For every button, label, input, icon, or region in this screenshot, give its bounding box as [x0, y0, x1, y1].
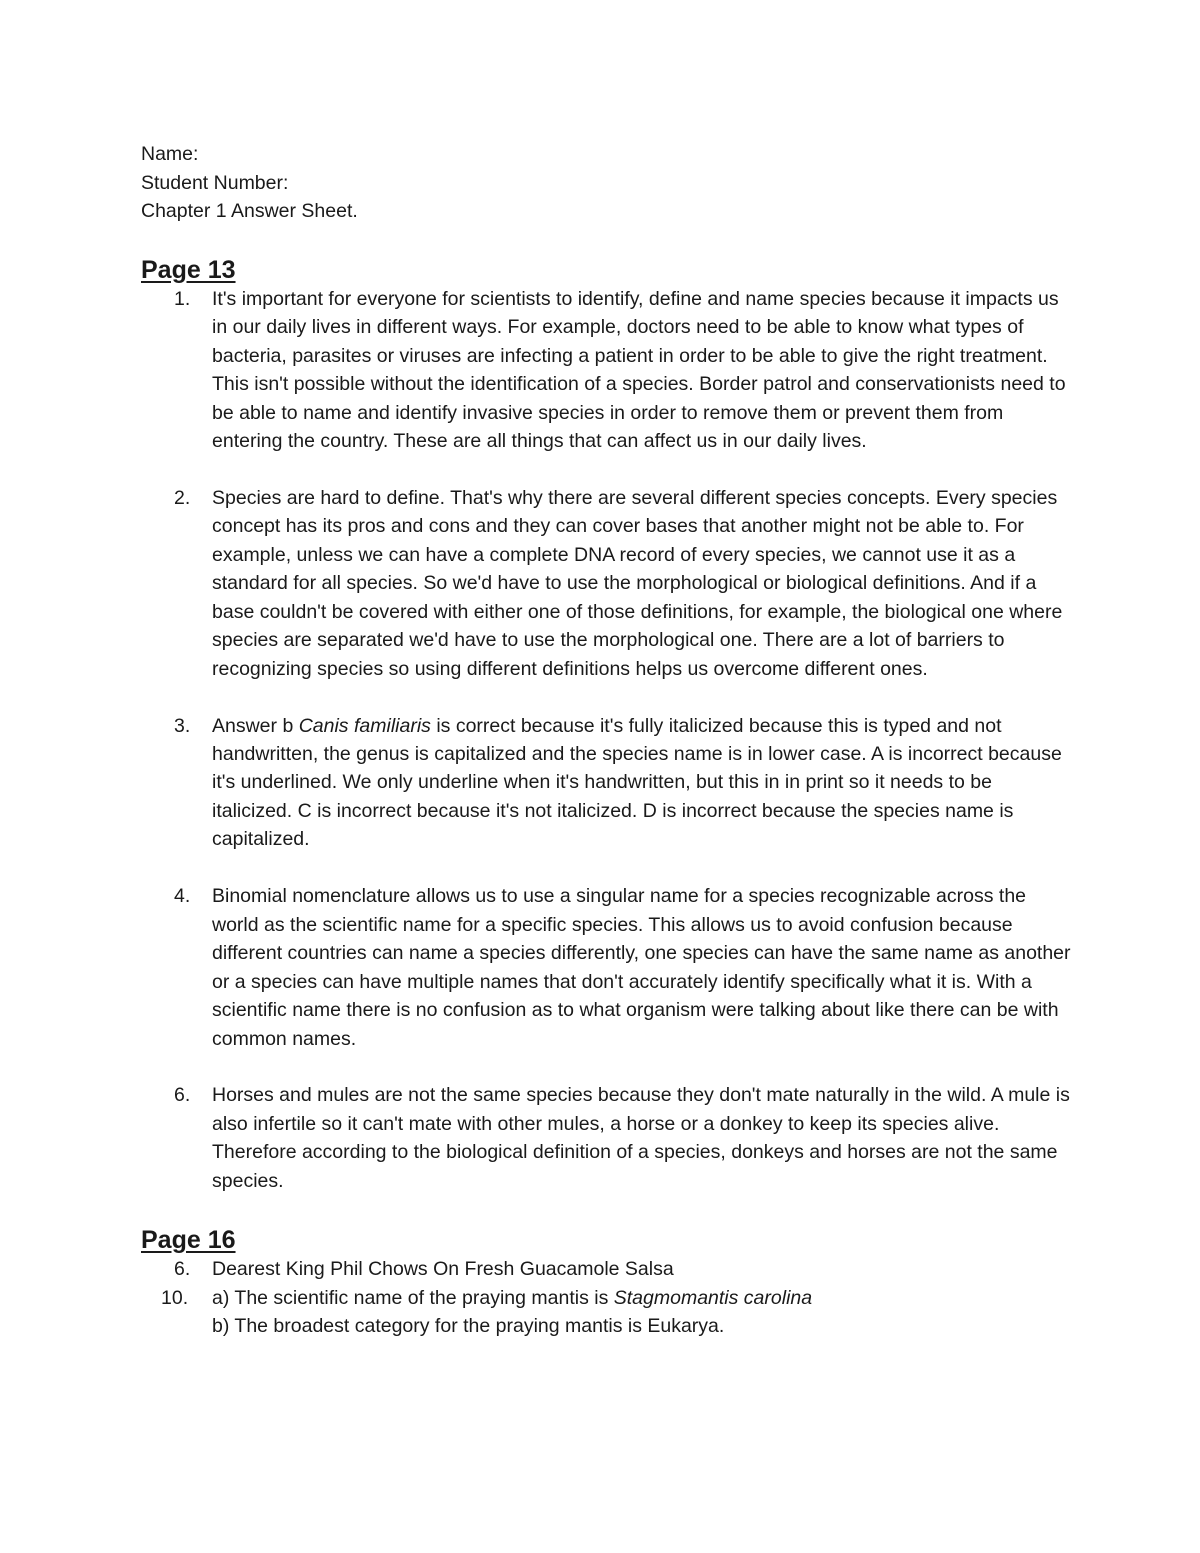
answer-text-end: is correct because it's fully italicized because this is typed and not handwritten, the genus is capitalized and the species name is in lower case. A is incorrect because it's underlined. We only underline when it's handwritten, but this in in print so it needs to be italicized. C is incorrect because it's not italicized. D is incorrect because the species name is capitalized.	[212, 714, 1062, 851]
answer-item	[141, 712, 1071, 854]
answer-number: 6.	[174, 1258, 191, 1281]
scientific-name: Canis familiaris	[298, 714, 431, 737]
answer-text: It's important for everyone for scientists to identify, define and name species because it impacts us in our daily lives in different ways. For example, doctors need to be able to know what types of bacteria, parasites or viruses are infecting a patient in order to be able to give the right treatment. This isn't possible without the identification of a species. Border patrol and conservationists need to be able to name and identify invasive species in order to remove them or prevent them from entering the country. These are all things that can affect us in our daily lives.	[212, 287, 1066, 453]
answer-number: 1.	[174, 287, 191, 310]
answer-text: Binomial nomenclature allows us to use a singular name for a species recognizable across the world as the scientific name for a specific species. This allows us to avoid confusion because different countries can name a species differently, one species can have the same name as another or a species can have multiple names that don't accurately identify specifically what it is. With a scientific name there is no confusion as to what organism were talking about like there can be with common names.	[212, 885, 1071, 1050]
answer-number: 4.	[174, 885, 191, 908]
answer-sheet-page	[141, 140, 1071, 1341]
answer-item	[141, 882, 1071, 1053]
answer-part-a	[212, 1284, 1071, 1312]
answer-text: Species are hard to define. That's why there are several different species concepts. Every species concept has its pros and cons and they can cover bases that another might not be able to. For example, unless we can have a complete DNA record of every species, we cannot use it as a standard for all species. So we'd have to use the morphological or biological definitions. And if a base couldn't be covered with either one of those definitions, for example, the biological one where species are separated we'd have to use the morphological one. There are a lot of barriers to recognizing species so using different definitions helps us overcome different ones.	[212, 486, 1063, 680]
answer-number: 3.	[174, 714, 191, 737]
answer-number: 6.	[174, 1084, 191, 1107]
answer-text: Horses and mules are not the same species because they don't mate naturally in the wild. A mule is also infertile so it can't mate with other mules, a horse or a donkey to keep its species alive. Therefore according to the biological definition of a species, donkeys and horses are not the same species.	[212, 1084, 1070, 1192]
answer-item	[141, 1081, 1071, 1195]
answer-list-page-13	[141, 285, 1071, 1195]
answer-item	[141, 1284, 1071, 1341]
answer-item	[141, 1255, 1071, 1283]
answer-item	[141, 484, 1071, 683]
section-heading-page-13: Page 13	[141, 255, 236, 284]
answer-item	[141, 285, 1071, 456]
answer-list-page-16	[141, 1255, 1071, 1340]
section-heading-page-16: Page 16	[141, 1226, 236, 1255]
answer-text: Dearest King Phil Chows On Fresh Guacamole Salsa	[212, 1258, 674, 1281]
sheet-title: Chapter 1 Answer Sheet.	[141, 200, 358, 223]
answer-number: 10.	[161, 1286, 189, 1309]
answer-text	[212, 712, 1071, 854]
scientific-name: Stagmomantis carolina	[613, 1286, 813, 1309]
answer-text-start: Answer b	[212, 714, 299, 737]
name-label: Name:	[141, 143, 199, 165]
answer-part-b: b) The broadest category for the praying mantis is Eukarya.	[212, 1315, 725, 1338]
answer-part-a-text: a) The scientific name of the praying mantis is	[212, 1286, 614, 1309]
student-number-label: Student Number:	[141, 171, 289, 194]
answer-number: 2.	[174, 486, 191, 509]
